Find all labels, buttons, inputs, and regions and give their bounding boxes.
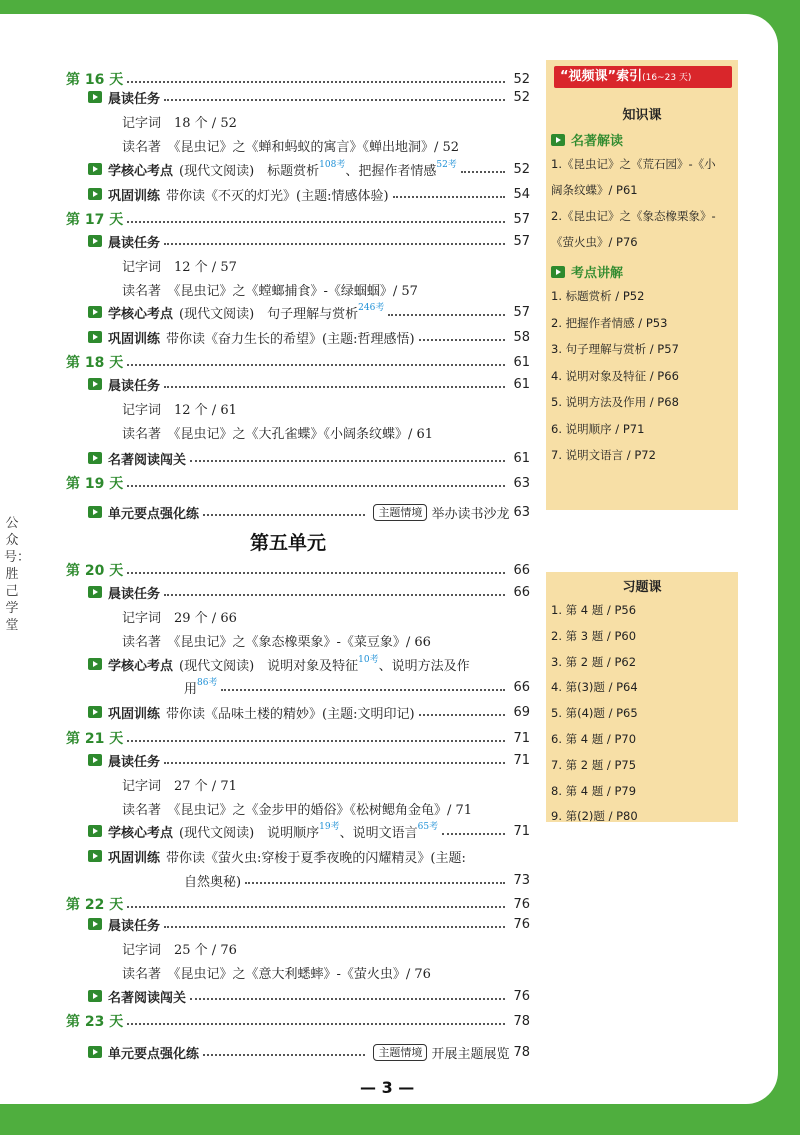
toc-row[interactable] xyxy=(88,326,530,348)
item-text: 读名著 《昆虫记》之《大孔雀蝶》《小阔条纹蝶》/ 61 xyxy=(122,426,434,442)
toc-row[interactable] xyxy=(88,985,530,1007)
toc-row[interactable] xyxy=(88,86,530,108)
toc-row[interactable] xyxy=(122,110,530,132)
toc-row[interactable] xyxy=(66,472,530,494)
index-item[interactable]: 2. 把握作者情感 / P53 xyxy=(551,315,668,330)
page-ref: 78 xyxy=(513,1013,530,1029)
index-item[interactable]: 6. 说明顺序 / P71 xyxy=(551,421,645,436)
leader-dots xyxy=(164,752,505,764)
index-item[interactable]: 6. 第 4 题 / P70 xyxy=(551,732,637,746)
index-item[interactable]: 3. 句子理解与赏析 / P57 xyxy=(551,342,679,356)
page-ref: 73 xyxy=(513,872,530,888)
video-index-panel xyxy=(546,60,738,510)
play-icon xyxy=(88,990,102,1002)
toc-row[interactable] xyxy=(122,797,530,819)
toc-row[interactable] xyxy=(122,937,530,959)
toc-row[interactable] xyxy=(122,278,530,300)
page-ref: 57 xyxy=(513,211,530,227)
page-ref: 61 xyxy=(513,354,530,370)
page-ref: 66 xyxy=(513,679,530,695)
theme-box: 主题情境 xyxy=(373,1044,427,1061)
margin-note: 公众号：胜己学堂 xyxy=(4,516,31,633)
toc-row[interactable] xyxy=(88,653,530,675)
section-desc: 带你读《奋力生长的希望》(主题:哲理感悟) xyxy=(166,331,415,347)
page-ref: 69 xyxy=(513,704,530,720)
play-icon xyxy=(88,754,102,766)
play-icon xyxy=(551,266,565,278)
video-index-title-text: “视频课”索引 xyxy=(560,69,643,84)
toc-row[interactable] xyxy=(88,820,530,842)
index-item[interactable]: 1. 第 4 题 / P56 xyxy=(551,603,637,617)
exercise-heading: 习题课 xyxy=(622,580,662,595)
index-item[interactable]: 4. 说明对象及特征 / P66 xyxy=(551,368,679,383)
section-label: 学核心考点 xyxy=(108,825,174,841)
item-text: 记字词 18 个 / 52 xyxy=(122,115,237,131)
day-heading: 第 23 天 xyxy=(66,1014,124,1030)
leader-dots xyxy=(203,1044,365,1056)
section-desc-2: 、说明文语言 xyxy=(339,825,418,841)
page-ref: 57 xyxy=(513,233,530,249)
index-item[interactable]: 4. 第(3)题 / P64 xyxy=(551,680,638,695)
item-text: 读名著 《昆虫记》之《金步甲的婚俗》《松树鳃角金龟》/ 71 xyxy=(122,802,473,818)
exam-count: 19考 xyxy=(319,821,340,832)
toc-row[interactable] xyxy=(88,701,530,723)
play-icon xyxy=(88,235,102,247)
toc-row[interactable] xyxy=(184,869,530,891)
toc-row[interactable] xyxy=(88,581,530,603)
leader-dots xyxy=(245,872,505,884)
day-heading: 第 22 天 xyxy=(66,897,124,913)
toc-row[interactable] xyxy=(66,208,530,230)
leader-dots xyxy=(442,823,505,835)
page-number: — 3 — xyxy=(360,1078,415,1097)
unit-title: 第五单元 xyxy=(250,532,327,554)
play-icon xyxy=(88,188,102,200)
page-ref: 63 xyxy=(513,504,530,520)
play-icon xyxy=(88,91,102,103)
play-icon xyxy=(88,1046,102,1058)
item-text: 记字词 29 个 / 66 xyxy=(122,610,237,626)
play-icon xyxy=(88,378,102,390)
continued-text: 自然奥秘) xyxy=(184,874,242,890)
toc-row[interactable] xyxy=(88,845,530,867)
play-icon xyxy=(88,586,102,598)
item-text: 读名著 《昆虫记》之《象态橡栗象》-《菜豆象》/ 66 xyxy=(122,634,431,650)
index-item[interactable]: 阔条纹蝶》/ P61 xyxy=(551,183,638,197)
section-label: 学核心考点 xyxy=(108,306,174,322)
toc-row[interactable] xyxy=(122,773,530,795)
day-heading: 第 20 天 xyxy=(66,563,124,579)
day-heading: 第 18 天 xyxy=(66,355,124,371)
play-icon xyxy=(88,506,102,518)
page-ref: 52 xyxy=(513,161,530,177)
page-ref: 66 xyxy=(513,562,530,578)
toc-row[interactable] xyxy=(184,676,530,698)
video-index-title xyxy=(554,66,732,88)
item-text: 读名著 《昆虫记》之《螳螂捕食》-《绿蝈蝈》/ 57 xyxy=(122,283,418,299)
section-desc-2: 、把握作者情感 xyxy=(345,163,437,179)
toc-row[interactable] xyxy=(66,1010,530,1032)
leader-dots xyxy=(164,916,505,928)
toc-row[interactable] xyxy=(122,961,530,983)
toc-row[interactable] xyxy=(88,183,530,205)
toc-row[interactable] xyxy=(66,727,530,749)
page-ref: 76 xyxy=(513,916,530,932)
play-icon xyxy=(88,306,102,318)
item-text: 记字词 25 个 / 76 xyxy=(122,942,237,958)
leader-dots xyxy=(127,562,505,574)
theme-text: 举办读书沙龙 xyxy=(431,506,510,522)
index-item[interactable]: 2.《昆虫记》之《象态橡栗象》- xyxy=(551,209,716,223)
toc-row[interactable] xyxy=(88,913,530,935)
exam-count: 10考 xyxy=(358,654,379,665)
leader-dots xyxy=(419,329,506,341)
section-label: 巩固训练 xyxy=(108,850,161,866)
play-icon xyxy=(88,706,102,718)
section-key-points xyxy=(551,262,623,281)
section-label: 学核心考点 xyxy=(108,658,174,674)
play-icon xyxy=(88,918,102,930)
exam-count: 86考 xyxy=(197,677,218,688)
index-item[interactable]: 3. 第 2 题 / P62 xyxy=(551,654,637,669)
leader-dots xyxy=(164,584,505,596)
leader-dots xyxy=(127,211,505,223)
index-item[interactable]: 《萤火虫》/ P76 xyxy=(551,235,638,249)
knowledge-heading: 知识课 xyxy=(622,108,662,123)
leader-dots xyxy=(190,988,505,1000)
video-index-range: (16~23 天) xyxy=(642,73,692,83)
section-famous-books-label: 名著解读 xyxy=(571,134,624,149)
toc-row[interactable] xyxy=(122,397,530,419)
play-icon xyxy=(551,134,565,146)
section-label: 学核心考点 xyxy=(108,163,174,179)
leader-dots xyxy=(461,161,506,173)
page-ref: 63 xyxy=(513,475,530,491)
toc-row[interactable] xyxy=(88,301,530,323)
page-ref: 52 xyxy=(513,89,530,105)
index-item[interactable]: 7. 说明文语言 / P72 xyxy=(551,448,656,462)
section-label: 名著阅读闯关 xyxy=(108,990,187,1006)
toc-row[interactable] xyxy=(88,158,530,180)
page-ref: 71 xyxy=(513,823,530,839)
section-label: 晨读任务 xyxy=(108,378,161,394)
toc-row[interactable] xyxy=(88,373,530,395)
toc-row[interactable] xyxy=(122,254,530,276)
section-desc: (现代文阅读) 句子理解与赏析 xyxy=(179,306,359,322)
theme-box: 主题情境 xyxy=(373,504,427,521)
section-label: 晨读任务 xyxy=(108,235,161,251)
index-item[interactable]: 7. 第 2 题 / P75 xyxy=(551,757,637,772)
index-item[interactable]: 8. 第 4 题 / P79 xyxy=(551,783,637,798)
section-desc: (现代文阅读) 标题赏析 xyxy=(179,163,320,179)
toc-row[interactable] xyxy=(66,559,530,581)
section-label: 巩固训练 xyxy=(108,706,161,722)
index-item[interactable]: 5. 说明方法及作用 / P68 xyxy=(551,395,679,409)
leader-dots xyxy=(419,704,506,716)
section-desc: 带你读《品味土楼的精妙》(主题:文明印记) xyxy=(166,706,415,722)
leader-dots xyxy=(221,679,505,691)
play-icon xyxy=(88,163,102,175)
section-label: 晨读任务 xyxy=(108,754,161,770)
day-heading: 第 19 天 xyxy=(66,476,124,492)
page-ref: 78 xyxy=(513,1044,530,1060)
item-text: 记字词 12 个 / 61 xyxy=(122,402,237,418)
page-ref: 61 xyxy=(513,376,530,392)
theme-text: 开展主题展览 xyxy=(431,1046,510,1062)
index-item[interactable]: 1.《昆虫记》之《荒石园》-《小 xyxy=(551,157,716,171)
leader-dots xyxy=(203,504,365,516)
toc-row[interactable] xyxy=(88,1041,530,1063)
item-text: 记字词 12 个 / 57 xyxy=(122,259,237,275)
exam-count: 65考 xyxy=(417,821,439,832)
leader-dots xyxy=(164,376,505,388)
section-desc: (现代文阅读) 说明对象及特征 xyxy=(179,658,359,674)
section-label: 巩固训练 xyxy=(108,188,161,204)
continued-text: 用 xyxy=(184,681,198,697)
section-label: 名著阅读闯关 xyxy=(108,452,187,468)
leader-dots xyxy=(127,71,505,83)
section-key-points-label: 考点讲解 xyxy=(571,266,624,281)
page-ref: 71 xyxy=(513,730,530,746)
play-icon xyxy=(88,331,102,343)
item-text: 读名著 《昆虫记》之《意大利蟋蟀》-《萤火虫》/ 76 xyxy=(122,966,431,982)
page-ref: 54 xyxy=(513,186,530,202)
page-ref: 76 xyxy=(513,896,530,912)
section-label: 晨读任务 xyxy=(108,918,161,934)
index-item[interactable]: 2. 第 3 题 / P60 xyxy=(551,628,637,643)
page-ref: 58 xyxy=(513,329,530,345)
day-heading: 第 16 天 xyxy=(66,72,124,88)
toc-row[interactable] xyxy=(88,501,530,523)
leader-dots xyxy=(127,475,505,487)
section-desc-2: 、说明方法及作 xyxy=(378,658,470,674)
leader-dots xyxy=(127,730,505,742)
toc-row[interactable] xyxy=(88,447,530,469)
exam-count: 108考 xyxy=(319,159,346,170)
toc-row[interactable] xyxy=(122,134,530,156)
page-ref: 71 xyxy=(513,752,530,768)
page-ref: 76 xyxy=(513,988,530,1004)
toc-row[interactable] xyxy=(122,421,530,443)
leader-dots xyxy=(393,186,506,198)
toc-row[interactable] xyxy=(66,893,530,915)
play-icon xyxy=(88,825,102,837)
toc-row[interactable] xyxy=(122,629,530,651)
leader-dots xyxy=(388,304,505,316)
section-desc: (现代文阅读) 说明顺序 xyxy=(179,825,320,841)
page-ref: 57 xyxy=(513,304,530,320)
section-desc: 带你读《不灭的灯光》(主题:情感体验) xyxy=(166,188,389,204)
page-ref: 66 xyxy=(513,584,530,600)
page-ref: 52 xyxy=(513,71,530,87)
section-label: 巩固训练 xyxy=(108,331,161,347)
section-label: 晨读任务 xyxy=(108,586,161,602)
toc-row[interactable] xyxy=(88,230,530,252)
section-desc: 带你读《萤火虫:穿梭于夏季夜晚的闪耀精灵》(主题: xyxy=(166,850,466,866)
day-heading: 第 21 天 xyxy=(66,731,124,747)
leader-dots xyxy=(164,233,505,245)
leader-dots xyxy=(190,450,505,462)
toc-row[interactable] xyxy=(66,351,530,373)
leader-dots xyxy=(127,896,505,908)
section-label: 晨读任务 xyxy=(108,91,161,107)
toc-row[interactable] xyxy=(122,605,530,627)
play-icon xyxy=(88,452,102,464)
item-text: 记字词 27 个 / 71 xyxy=(122,778,237,794)
section-famous-books xyxy=(551,130,623,149)
exam-count: 52考 xyxy=(436,159,457,170)
play-icon xyxy=(88,658,102,670)
play-icon xyxy=(88,850,102,862)
page-ref: 61 xyxy=(513,450,530,466)
leader-dots xyxy=(127,1013,505,1025)
leader-dots xyxy=(164,89,505,101)
index-item[interactable]: 5. 第(4)题 / P65 xyxy=(551,706,638,721)
index-item[interactable]: 1. 标题赏析 / P52 xyxy=(551,289,645,303)
day-heading: 第 17 天 xyxy=(66,212,124,228)
index-item[interactable]: 9. 第(2)题 / P80 xyxy=(551,809,638,824)
item-text: 读名著 《昆虫记》之《蝉和蚂蚁的寓言》《蝉出地洞》/ 52 xyxy=(122,139,460,155)
section-label: 单元要点强化练 xyxy=(108,506,200,522)
exam-count: 246考 xyxy=(358,302,385,313)
leader-dots xyxy=(127,354,505,366)
section-label: 单元要点强化练 xyxy=(108,1046,200,1062)
toc-row[interactable] xyxy=(88,749,530,771)
